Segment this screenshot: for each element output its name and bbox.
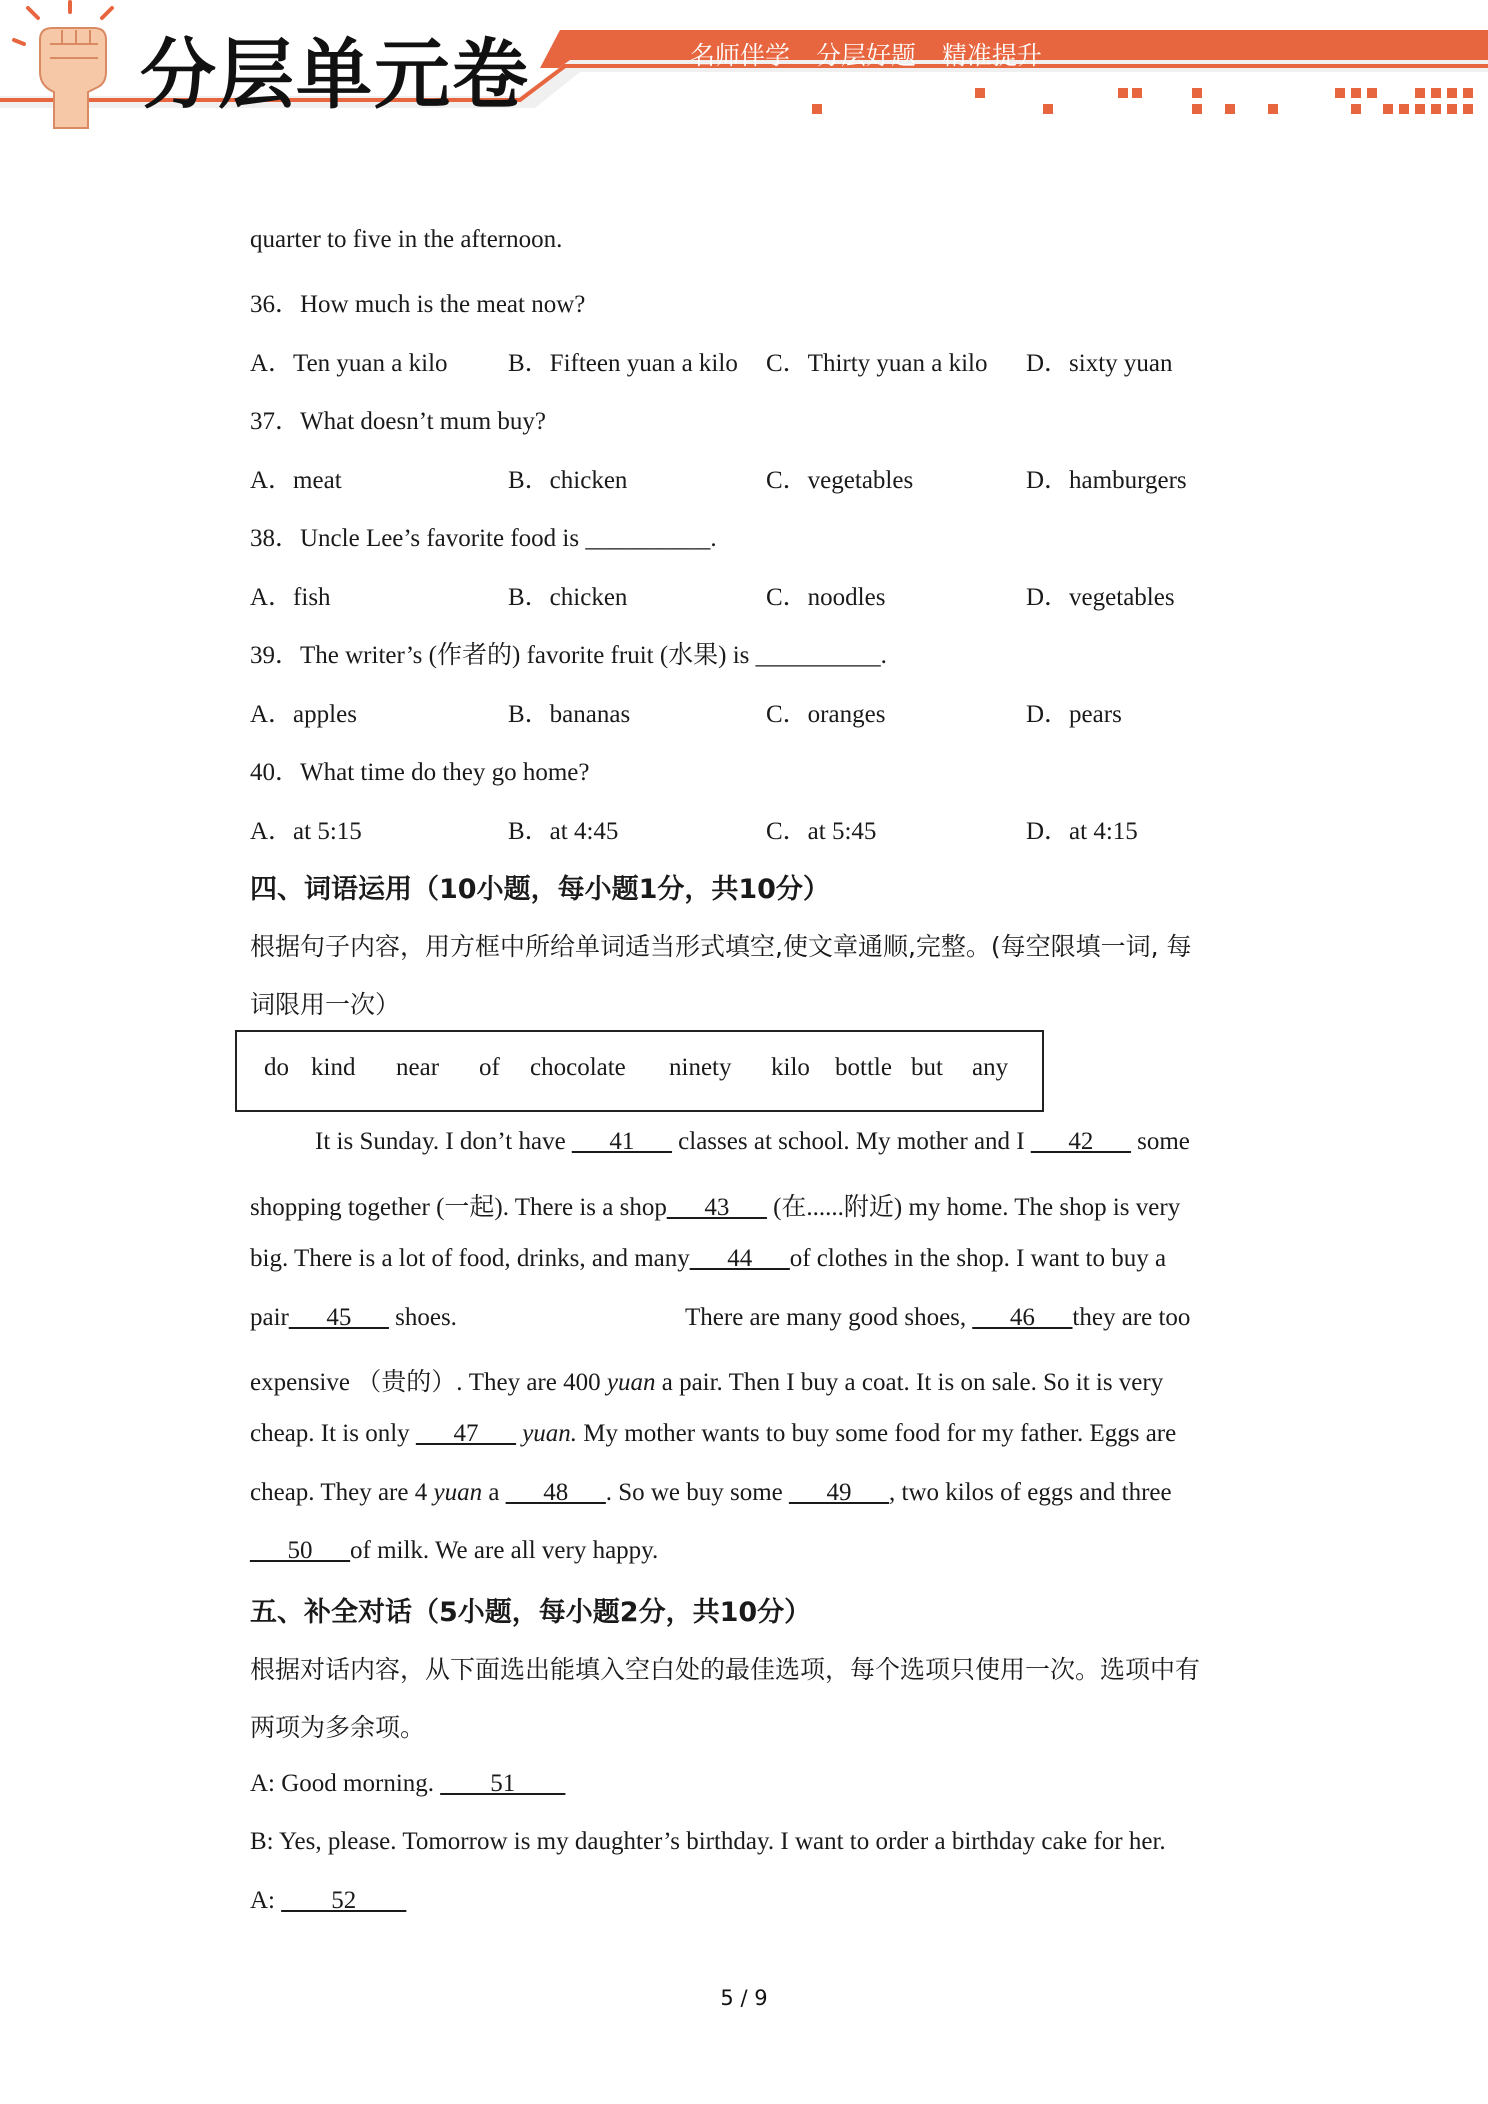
passage-line: cheap. It is only ___47___ yuan. My mother wants to buy some food for my father. Eggs are <box>250 1420 1177 1447</box>
word-bank-item: near <box>396 1054 440 1081</box>
blank-51: ____51____ <box>440 1770 566 1797</box>
dialogue-line: A: Good morning. ____51____ <box>250 1770 566 1797</box>
section-4-instruction-cont: 词限用一次） <box>250 990 401 1019</box>
word-bank-item: ninety <box>669 1054 732 1081</box>
question-36-option-a: A．Ten yuan a kilo <box>250 350 448 377</box>
question-39-stem: 39．The writer’s (作者的) favorite fruit (水果) is __________. <box>250 642 887 669</box>
word-bank-item: do <box>264 1054 289 1081</box>
passage-line: pair___45___ shoes. <box>250 1304 457 1331</box>
blank-46: ___46___ <box>972 1304 1073 1331</box>
question-37-stem: 37．What doesn’t mum buy? <box>250 408 547 435</box>
blank-52: ____52____ <box>281 1887 407 1914</box>
passage-line: There are many good shoes, ___46___they are too <box>685 1304 1191 1331</box>
question-37-option-c: C．vegetables <box>766 467 914 494</box>
question-40-option-b: B．at 4:45 <box>508 818 619 845</box>
dialogue-line: B: Yes, please. Tomorrow is my daughter’s birthday. I want to order a birthday cake for her. <box>250 1828 1166 1855</box>
blank-48: ___48___ <box>505 1479 606 1506</box>
question-36-option-c: C．Thirty yuan a kilo <box>766 350 988 377</box>
question-40-stem: 40．What time do they go home? <box>250 759 590 786</box>
blank-41: ___41___ <box>571 1128 672 1155</box>
passage-line: big. There is a lot of food, drinks, and many___44___of clothes in the shop. I want to buy a <box>250 1245 1167 1272</box>
question-39-option-b: B．bananas <box>508 701 631 728</box>
question-38-option-a: A．fish <box>250 584 331 611</box>
question-36-stem: 36．How much is the meat now? <box>250 291 586 318</box>
reading-passage-tail: quarter to five in the afternoon. <box>250 226 563 253</box>
question-40-option-a: A．at 5:15 <box>250 818 362 845</box>
passage-line: shopping together (一起). There is a shop___43___ (在......附近) my home. The shop is very <box>250 1194 1181 1221</box>
section-4-title: 四、词语运用（10小题，每小题1分，共10分） <box>250 874 830 905</box>
section-4-instruction: 根据句子内容，用方框中所给单词适当形式填空,使文章通顺,完整。(每空限填一词, 每 <box>250 932 1192 961</box>
question-39-option-c: C．oranges <box>766 701 886 728</box>
brand-slogan: 名师伴学 分层好题 精准提升 <box>690 41 1042 70</box>
passage-line: cheap. They are 4 yuan a ___48___. So we buy some ___49___, two kilos of eggs and three <box>250 1479 1172 1506</box>
page-header <box>0 0 1488 130</box>
question-36-option-b: B．Fifteen yuan a kilo <box>508 350 738 377</box>
question-38-option-c: C．noodles <box>766 584 886 611</box>
blank-50: ___50___ <box>250 1537 350 1564</box>
question-39-option-d: D．pears <box>1026 701 1122 728</box>
passage-line: It is Sunday. I don’t have ___41___ classes at school. My mother and I ___42___ some <box>315 1128 1190 1155</box>
question-39-option-a: A．apples <box>250 701 357 728</box>
section-5-instruction: 根据对话内容，从下面选出能填入空白处的最佳选项，每个选项只使用一次。选项中有 <box>250 1655 1201 1684</box>
word-bank-item: but <box>911 1054 943 1081</box>
word-bank-item: chocolate <box>530 1054 626 1081</box>
question-38-option-b: B．chicken <box>508 584 628 611</box>
blank-49: ___49___ <box>789 1479 890 1506</box>
question-36-option-d: D．sixty yuan <box>1026 350 1173 377</box>
word-bank-item: of <box>479 1054 500 1081</box>
fist-icon <box>10 0 140 130</box>
section-5-instruction-cont: 两项为多余项。 <box>250 1713 426 1742</box>
passage-line: ___50___of milk. We are all very happy. <box>250 1537 659 1564</box>
word-bank-item: kind <box>311 1054 356 1081</box>
dialogue-line: A: ____52____ <box>250 1887 407 1914</box>
blank-42: ___42___ <box>1030 1128 1131 1155</box>
question-37-option-a: A．meat <box>250 467 342 494</box>
word-bank-item: any <box>972 1054 1009 1081</box>
blank-47: ___47___ <box>415 1420 516 1447</box>
blank-43: ___43___ <box>666 1194 767 1221</box>
word-bank-box <box>235 1030 1044 1112</box>
question-40-option-d: D．at 4:15 <box>1026 818 1138 845</box>
passage-line: expensive （贵的）. They are 400 yuan a pair. Then I buy a coat. It is on sale. So it is very <box>250 1369 1164 1396</box>
blank-45: ___45___ <box>288 1304 389 1331</box>
section-5-title: 五、补全对话（5小题，每小题2分，共10分） <box>250 1597 812 1628</box>
blank-44: ___44___ <box>689 1245 790 1272</box>
question-38-option-d: D．vegetables <box>1026 584 1175 611</box>
brand-title: 分层单元卷 <box>140 30 530 119</box>
word-bank-item: bottle <box>835 1054 892 1081</box>
question-37-option-d: D．hamburgers <box>1026 467 1187 494</box>
question-37-option-b: B．chicken <box>508 467 628 494</box>
page-number: 5 / 9 <box>720 1986 768 2010</box>
word-bank-item: kilo <box>771 1054 810 1081</box>
question-40-option-c: C．at 5:45 <box>766 818 877 845</box>
question-38-stem: 38．Uncle Lee’s favorite food is __________. <box>250 525 717 552</box>
